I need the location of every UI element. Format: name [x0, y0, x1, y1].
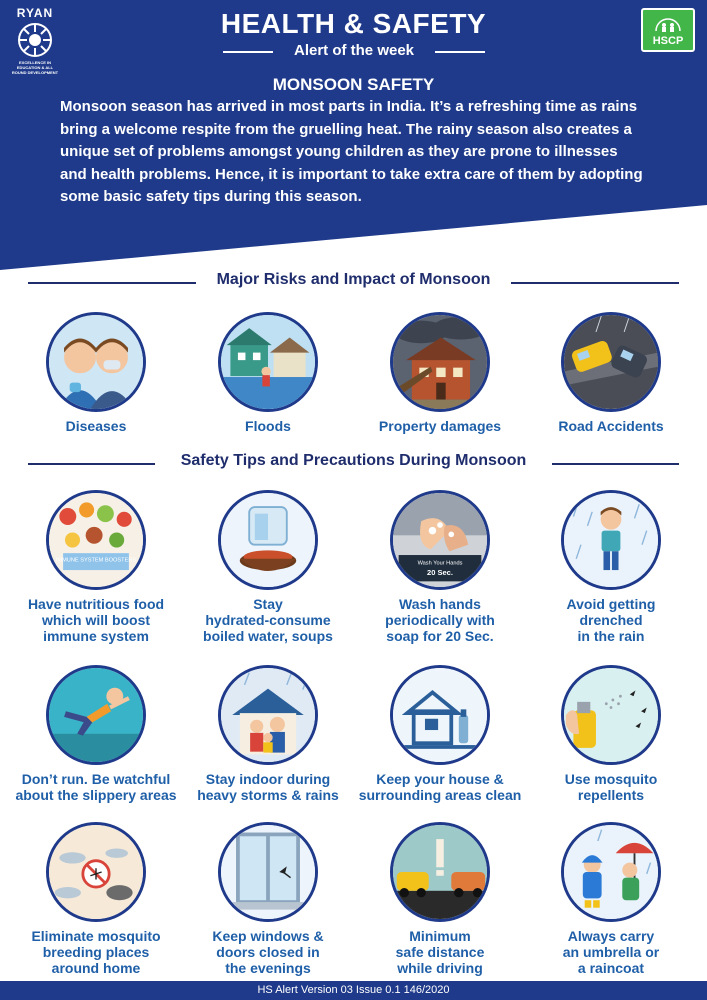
tips-heading: Safety Tips and Precautions During Monsoon	[180, 452, 527, 469]
intro-lead: Monsoon season	[60, 98, 183, 115]
tip-wash-hands	[355, 490, 525, 644]
wash-hands-text: Wash Your Hands	[417, 560, 463, 567]
wash-seconds-text: 20 Sec.	[427, 567, 453, 577]
storm-damaged-house-icon	[390, 312, 490, 412]
immune-boosters-text: IMMUNE SYSTEM BOOSTERS	[55, 557, 137, 564]
hscp-logo-text: HSCP	[652, 35, 684, 47]
repellent-spray-icon	[561, 665, 661, 765]
risk-road-accidents-label: Road Accidents	[558, 418, 664, 434]
nutritious-food-icon	[46, 490, 146, 590]
safe-distance-icon	[390, 822, 490, 922]
car-crash-icon	[561, 312, 661, 412]
tip-carry-umbrella	[526, 822, 696, 976]
risk-property-damages	[355, 312, 525, 434]
risk-floods-label: Floods	[245, 418, 291, 434]
tip-mosquito-repellents	[526, 665, 696, 803]
tips-divider	[28, 452, 679, 474]
tip-safe-distance-label: Minimum safe distance while driving	[395, 928, 485, 976]
divider-rule-right	[552, 463, 679, 465]
no-mosquito-breeding-icon	[46, 822, 146, 922]
risk-floods	[183, 312, 353, 434]
clean-house-icon	[390, 665, 490, 765]
slipping-person-icon	[46, 665, 146, 765]
tip-eliminate-breeding	[11, 822, 181, 976]
tip-avoid-drenched-label: Avoid getting drenched in the rain	[566, 596, 656, 644]
tip-slippery-areas-label: Don’t run. Be watchful about the slippery areas	[15, 771, 177, 803]
family-indoors-icon	[218, 665, 318, 765]
intro-paragraph	[60, 96, 648, 209]
hand-washing-icon	[390, 490, 490, 590]
tip-wash-hands-label: Wash hands periodically with soap for 20 Sec.	[385, 596, 495, 644]
divider-rule-right	[511, 282, 679, 284]
risk-diseases-label: Diseases	[65, 418, 127, 434]
closed-window-icon	[218, 822, 318, 922]
risks-heading: Major Risks and Impact of Monsoon	[216, 271, 491, 288]
risk-road-accidents	[526, 312, 696, 434]
page-subtitle: Alert of the week	[293, 42, 415, 59]
tip-stay-indoor-label: Stay indoor during heavy storms & rains	[197, 771, 339, 803]
tip-nutritious-food-label: Have nutritious food which will boost immune system	[27, 596, 165, 644]
risk-diseases	[11, 312, 181, 434]
footer-version: HS Alert Version 03 Issue 0.1 146/2020	[0, 981, 707, 1000]
tip-stay-hydrated	[183, 490, 353, 644]
risk-property-damages-label: Property damages	[378, 418, 502, 434]
intro-body: has arrived in most parts in India. It’s a refreshing time as rains bring a welcome respite from the gruelling heat. The rainy season also creates a unique set of problems amongst young children as they are prone to illnesses and health problems. Hence, it is important to take extra care of them by adopting some basic safety tips during this season.	[60, 98, 643, 205]
tip-keep-windows-closed	[183, 822, 353, 976]
kettle-soup-icon	[218, 490, 318, 590]
tip-nutritious-food	[11, 490, 181, 644]
umbrella-raincoat-icon	[561, 822, 661, 922]
section-title: MONSOON SAFETY	[272, 75, 435, 94]
ryan-logo-text: RYAN	[16, 6, 54, 20]
subtitle-rule-right	[435, 51, 485, 53]
tip-keep-windows-closed-label: Keep windows & doors closed in the evenings	[212, 928, 324, 976]
tip-avoid-drenched	[526, 490, 696, 644]
subtitle-block	[223, 42, 485, 60]
tip-stay-hydrated-label: Stay hydrated-consume boiled water, soups	[203, 596, 333, 644]
page-title: HEALTH & SAFETY	[220, 8, 487, 39]
flooded-street-icon	[218, 312, 318, 412]
tip-slippery-areas	[11, 665, 181, 803]
tip-carry-umbrella-label: Always carry an umbrella or a raincoat	[562, 928, 660, 976]
tip-safe-distance	[355, 822, 525, 976]
sick-children-icon	[46, 312, 146, 412]
risks-divider	[28, 271, 679, 293]
tip-stay-indoor	[183, 665, 353, 803]
tip-eliminate-breeding-label: Eliminate mosquito breeding places around home	[31, 928, 161, 976]
tip-keep-clean	[355, 665, 525, 803]
child-in-rain-icon	[561, 490, 661, 590]
tip-mosquito-repellents-label: Use mosquito repellents	[564, 771, 658, 803]
tip-keep-clean-label: Keep your house & surrounding areas clean	[358, 771, 522, 803]
ryan-tagline: EXCELLENCE IN EDUCATION & ALL ROUND DEVELOPMENT	[11, 60, 59, 75]
